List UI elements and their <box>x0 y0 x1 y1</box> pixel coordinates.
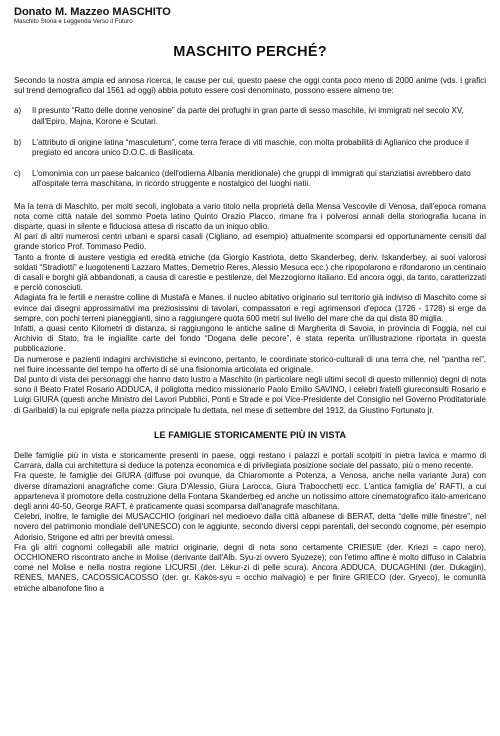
list-item <box>14 169 486 189</box>
list-item-text: L'attributo di origine latina “masculetum”, come terra ferace di viti maschie, con molta probabilità di Aglianico che produce il pregiato ed ancora unico D.O.C. di Basilicata. <box>32 137 469 158</box>
body-paragraph: Dal punto di vista dei personaggi che hanno dato lustro a Maschito (in particolare negli ultimi secoli di questo millennio) degni di nota sono il Beato Fratel Rosario ADDUCA, il poliglotta medico missionario Paolo Emilio SAVINO, i celebri fratelli giureconsulti Rosario e Luigi GIURA (questi anche Ministro dei Lavori Pubblici, Ponti e Strade e poi Vice-Presidente del Consiglio nel Governo Proditatoriale di Garibaldi) la cui epigrafe nella piazza principale fu dettata, nel mese di settembre del 1912, da Giustino Fortunato jr. <box>14 375 486 415</box>
list-item-text: L'omonimia con un paese balcanico (dell'odierna Albania meridionale) che gruppi di immigrati qui stanziatisi avrebbero dato all'ospitale terra maschitana, in ricordo struggente e nostalgico dei luoghi natii. <box>32 169 471 189</box>
author-header: Donato M. Mazzeo MASCHITO <box>14 6 171 18</box>
intro-paragraph: Secondo la nostra ampia ed annosa ricerca, le cause per cui, questo paese che oggi conta poco meno di 2000 anime (vds. i grafici sul trend demografico dal 1561 ad oggi) abbia potuto essere così denominato, possono essere almeno tre: <box>14 76 486 96</box>
list-item-label: c) <box>14 169 21 179</box>
body-paragraph: Tanto a fronte di austere vestigia ed eredità etniche (da Giorgio Kastriota, detto Skanderbeg, deriv. Iskanderbey, ai suoi valorosi soldati “Stradiotti” e luogotenenti Lazzaro Mattes, Demetrio Reres, Alessio Mesuca ecc.) che ripopolarono e rifondarono un centinaio di casali e borghi già abbandonati, a causa di carestie e pestilenze, del Mezzogiorno italiano. Ed ancora oggi, da tanto, caratterizzati e perciò conosciuti. <box>14 252 486 293</box>
book-subtitle: Maschito Storia e Leggenda Verso il Futuro <box>14 18 133 25</box>
body-section-1 <box>14 202 486 416</box>
page-title: MASCHITO PERCHÉ? <box>173 44 327 60</box>
body-paragraph: Infatti, a quasi cento Kilometri di distanza, si raggiungono le antiche saline di Margherita di Savoia, in provincia di Foggia, nel cui Archivio di Stato, fra le ingiallite carte del fondo “Dogana delle pecore”, è stata reperita un'illustrazione riportata in questa pubblicazione. <box>14 324 486 354</box>
body-paragraph: Da numerose e pazienti indagini archivistiche si evincono, pertanto, le coordinate storico-culturali di una terra che, nel “pantha rei”, nel fluire incessante del tempo ha offerto di sé una fisionomia articolata ed originale. <box>14 354 486 374</box>
list-item-text: Il presunto “Ratto delle donne venosine” da parte dei profughi in gran parte di sesso maschile, ivi immigrati nel secolo XV, dall'Epiro, Majna, Korone e Scutari. <box>32 106 464 126</box>
section-heading: LE FAMIGLIE STORICAMENTE PIÙ IN VISTA <box>153 429 347 440</box>
body-paragraph: Adagiata fra le fertili e nerastre colline di Mustafà e Manes. il nucleo abitativo originario sul territorio già indiviso di Maschito come si evince dai disegni approssimativi ma preziosissimi di tavolari, compassatori e regi agrimensori d'epoca (1726 - 1728) si erge da sempre, con pochi terreni pianeggianti, sino a raggiungere quota 600 metri sul livello del mare che da qui dista 80 miglia. <box>14 293 486 323</box>
list-item-label: a) <box>14 106 22 116</box>
list-item <box>14 106 486 126</box>
list-item <box>14 138 486 158</box>
body-paragraph: Al pari di altri numerosi centri urbani e sparsi casali (Cigliano, ad esempio) attualmente scomparsi ed opportunamente censiti dal grande storico Prof. Tommaso Pedio. <box>14 232 486 252</box>
list-item-label: b) <box>14 137 22 147</box>
body-paragraph: Delle famiglie più in vista e storicamente presenti in paese, oggi restano i palazzi e portali scolpiti in pietra lavica e marmo di Carrara, dalla cui architettura si deduce la potenza economica e di privilegiata posizione sociale del passato, più o meno recente. <box>14 450 486 471</box>
body-paragraph: Celebri, inoltre, le famiglie dei MUSACCHIO (originari nel medioevo dalla città albanese di BERAT, detta “delle mille finestre”, nel novero del patrimonio mondiale dell'UNESCO) con le aggiunte, secondo diversi ceppi parentali, del secondo cognome, per esempio Adorisio, Strigone ed altri per brevità omessi. <box>14 512 486 542</box>
body-section-2 <box>14 451 486 594</box>
body-paragraph: Fra queste, le famiglie dei GIURA (diffuse poi ovunque, da Chiaromonte a Potenza, a Venosa, anche nella variante Jura) con diverse diramazioni anagrafiche come: Giura D'Alessio, Giura Larocca, Giura Trabocchetti ecc. L'antica famiglia de' RAFTI, a cui apparteneva il promotore della costruzione della Fontana Skanderbeg ed anche un notissimo attore cinematografico italo-americano degli anni 40-50, George RAFT, è praticamente quasi scomparsa dall'anagrafe maschitana. <box>14 471 486 511</box>
body-paragraph: Fra gli altri cognomi collegabili alle matrici originarie, degni di nota sono certamente CRIESI/E (der. Kriezi = capo nero), OCCHIONERO riscontrato anche in Molise (derivante dall'Alb. Syu-zi ovvero Syuzeze); con l'etimo affine è molto diffuso in Calabria come nel Molise e nella nostra regione LICURSI (der. Lëkur-zi di pelle scura). Ancora ADDUCA, DUCAGHINI (der. Dukagjin), RENES, MANES, CACOSSICACOSSO (der. gr. Kakòs-syu = occhio malvagio) e per finire GRIECO (der. Gryeco), le comunità etniche albanofone fino a <box>14 542 486 593</box>
reasons-list <box>14 106 486 189</box>
body-paragraph: Ma la terra di Maschito, per molti secoli, inglobata a vario titolo nella proprietà della Mensa Vescovile di Venosa, dall'epoca romana nota come città natale del sommo Poeta latino Quinto Orazio Placco, rimane fra i polverosi annali della storiografia lucana in disparte, quasi in silente e fiduciosa attesa di riscatto da un iniquo oblio. <box>14 201 486 232</box>
